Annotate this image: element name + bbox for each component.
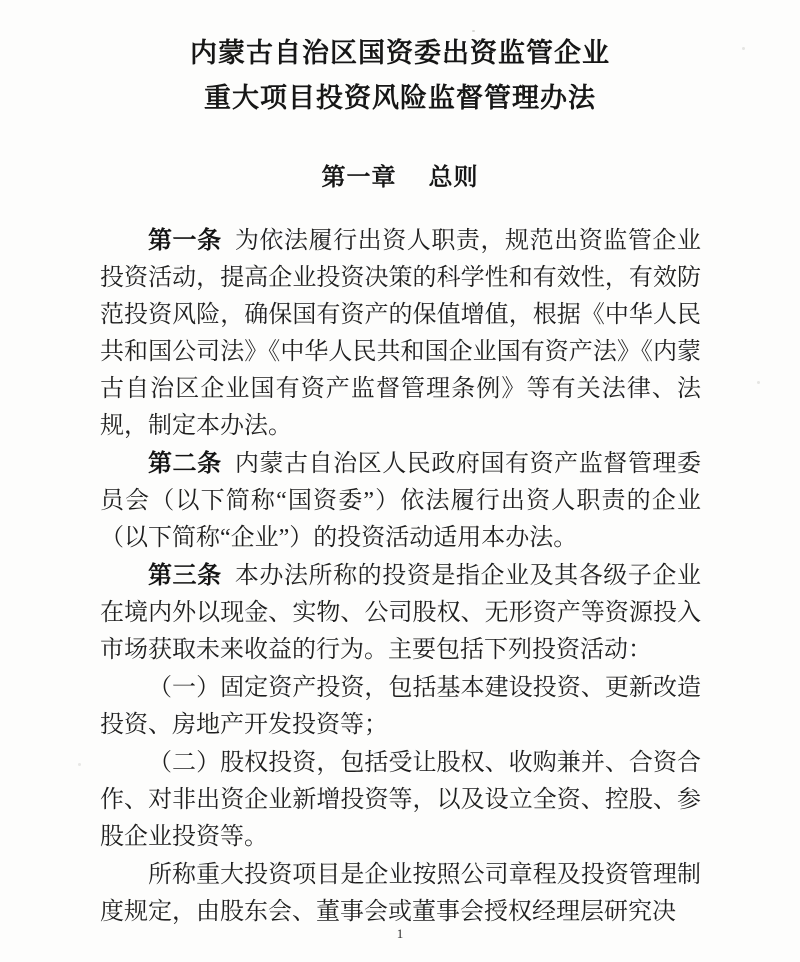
article-3-label: 第三条 — [148, 562, 222, 589]
scan-speckle — [742, 47, 745, 50]
document-body — [100, 222, 701, 931]
paragraph-article-2 — [100, 445, 701, 557]
chapter-number: 第一章 — [321, 164, 397, 191]
scan-speckle — [757, 381, 760, 384]
article-2-text: 内蒙古自治区人民政府国有资产监督管理委员会（以下简称“国资委”）依法履行出资人职责的企业（以下简称“企业”）的投资活动适用本办法。 — [100, 451, 701, 551]
scan-speckle — [472, 30, 475, 32]
document-title-line-1: 内蒙古自治区国资委出资监管企业 — [190, 38, 610, 68]
article-1-text: 为依法履行出资人职责，规范出资监管企业投资活动，提高企业投资决策的科学性和有效性，有效防范投资风险，确保国有资产的保值增值，根据《中华人民共和国公司法》《中华人民共和国企业国有资产法》《内蒙古自治区企业国有资产监督管理条例》等有关法律、法规，制定本办法。 — [100, 228, 701, 439]
chapter-title: 总则 — [428, 164, 479, 191]
item-1-text: （一）固定资产投资，包括基本建设投资、更新改造投资、房地产开发投资等； — [100, 675, 701, 738]
paragraph-article-1 — [100, 222, 701, 445]
document-title — [0, 0, 800, 121]
chapter-heading — [0, 163, 800, 193]
paragraph-major-projects — [100, 856, 701, 931]
major-projects-text: 所称重大投资项目是企业按照公司章程及投资管理制度规定，由股东会、董事会或董事会授权经理层研究决 — [100, 862, 701, 925]
item-2-text: （二）股权投资，包括受让股权、收购兼并、合资合作、对非出资企业新增投资等，以及设立全资、控股、参股企业投资等。 — [100, 750, 701, 850]
scan-speckle — [78, 763, 81, 766]
article-3-text: 本办法所称的投资是指企业及其各级子企业在境内外以现金、实物、公司股权、无形资产等资源投入市场获取未来收益的行为。主要包括下列投资活动： — [100, 563, 701, 663]
document-title-line-2: 重大项目投资风险监督管理办法 — [204, 83, 596, 113]
paragraph-item-1 — [100, 669, 701, 744]
article-2-label: 第二条 — [148, 450, 222, 477]
paragraph-article-3 — [100, 557, 701, 669]
paragraph-item-2 — [100, 744, 701, 856]
article-1-label: 第一条 — [148, 227, 222, 254]
page-number: 1 — [396, 926, 404, 941]
